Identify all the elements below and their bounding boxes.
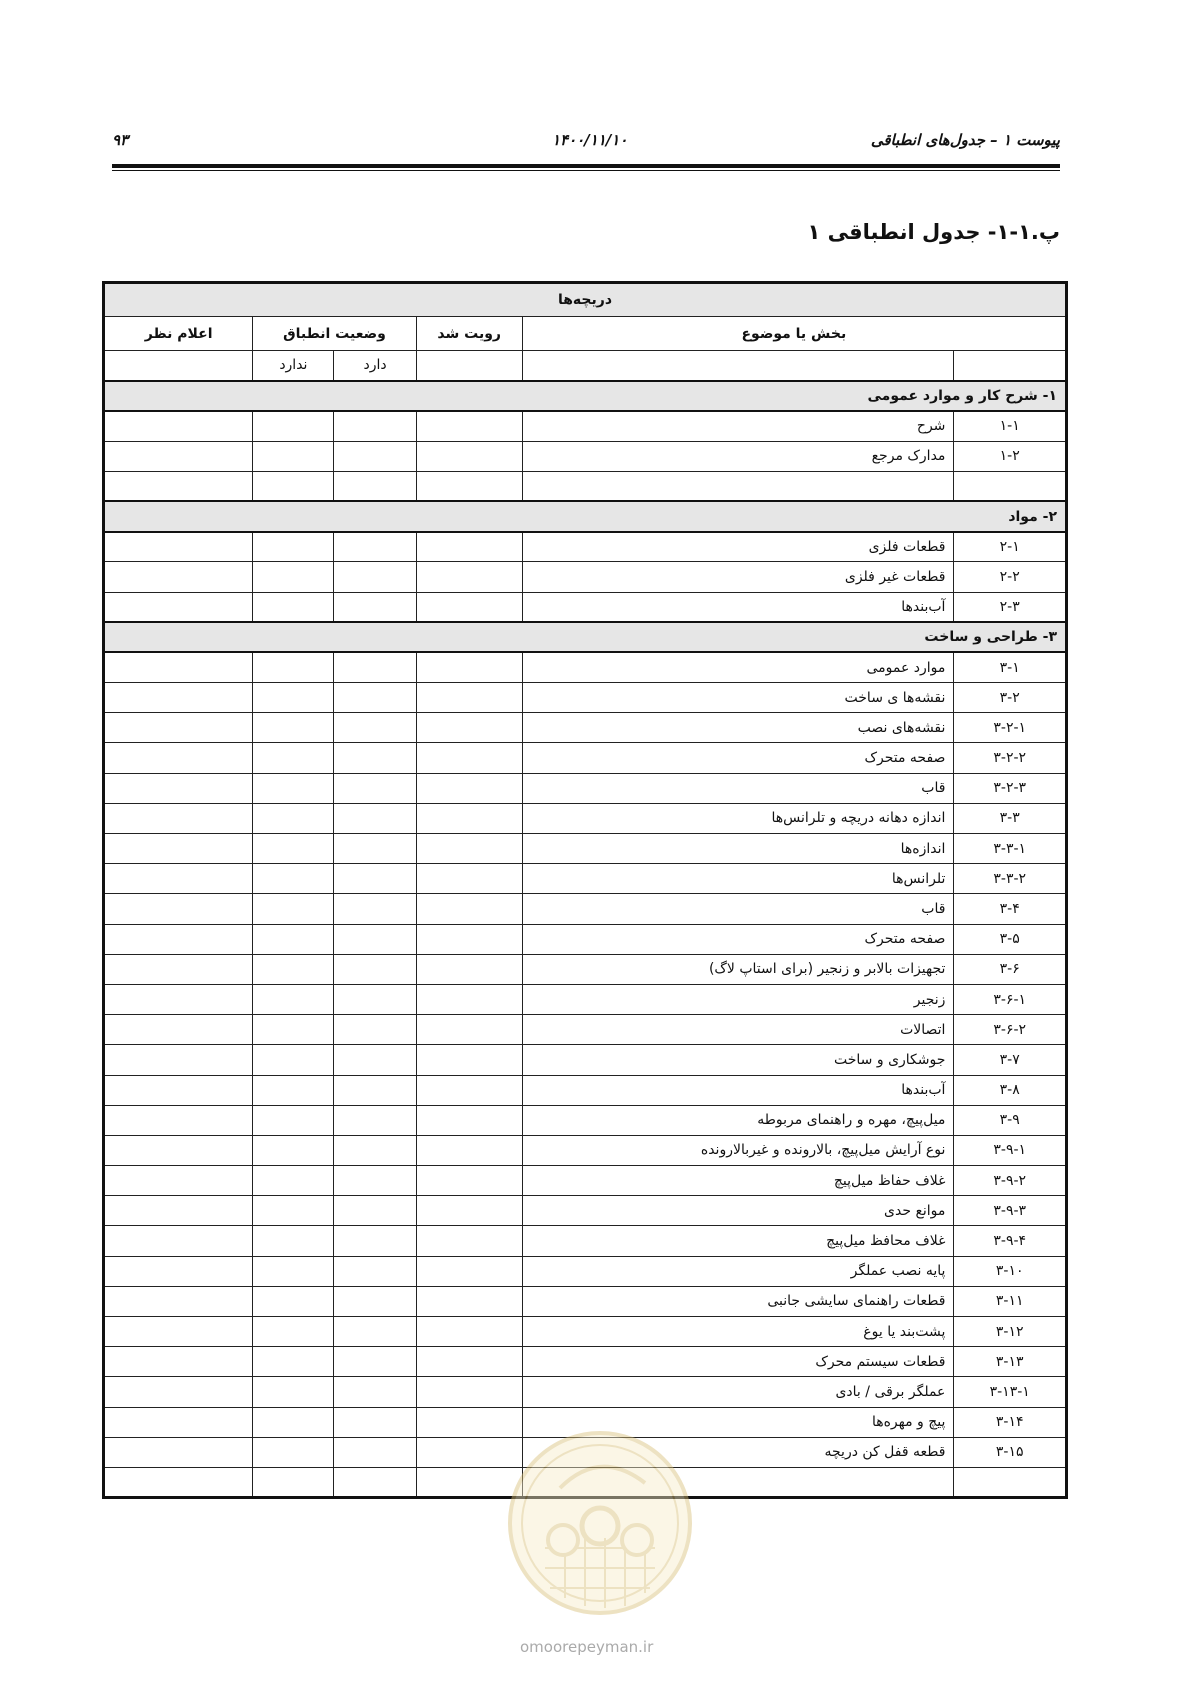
has-cell (334, 1256, 416, 1286)
has-cell (334, 1075, 416, 1105)
has-cell (334, 683, 416, 713)
item-number-cell: ۳-۲-۳ (954, 773, 1067, 803)
topic-cell: پایه نصب عملگر (522, 1256, 954, 1286)
table-column-headers (104, 317, 1067, 351)
has-cell (334, 803, 416, 833)
has-not-cell (253, 1226, 334, 1256)
topic-cell: قاب (522, 773, 954, 803)
item-number-cell: ۳-۱۰ (954, 1256, 1067, 1286)
has-not-cell (253, 1166, 334, 1196)
table-row (104, 683, 1067, 713)
topic-cell (522, 471, 954, 501)
topic-cell: قطعات سیستم محرک (522, 1347, 954, 1377)
topic-cell: عملگر برقی / بادی (522, 1377, 954, 1407)
compliance-table (102, 281, 1068, 1499)
seen-cell (416, 954, 522, 984)
item-number-cell: ۳-۲ (954, 683, 1067, 713)
has-cell (334, 743, 416, 773)
comment-cell (104, 652, 253, 682)
seen-cell (416, 803, 522, 833)
table-group-row (104, 501, 1067, 531)
seen-cell (416, 683, 522, 713)
item-number-cell: ۳-۲-۲ (954, 743, 1067, 773)
item-number-cell: ۳-۶ (954, 954, 1067, 984)
seen-cell (416, 1015, 522, 1045)
seen-cell (416, 1045, 522, 1075)
comment-cell (104, 411, 253, 441)
comment-cell (104, 743, 253, 773)
table-row (104, 894, 1067, 924)
comment-cell (104, 1166, 253, 1196)
comment-cell (104, 924, 253, 954)
has-not-cell (253, 652, 334, 682)
comment-cell (104, 1407, 253, 1437)
table-row (104, 954, 1067, 984)
has-cell (334, 1135, 416, 1165)
topic-cell: آب‌بندها (522, 1075, 954, 1105)
seen-cell (416, 471, 522, 501)
table-subheader-row (104, 351, 1067, 381)
table-row (104, 1045, 1067, 1075)
topic-cell: پیچ و مهره‌ها (522, 1407, 954, 1437)
seen-cell (416, 1286, 522, 1316)
table-row (104, 773, 1067, 803)
has-cell (334, 1347, 416, 1377)
comment-cell (104, 1377, 253, 1407)
header-rule-thin (112, 170, 1060, 171)
comment-cell (104, 1045, 253, 1075)
item-number-cell: ۳-۹-۳ (954, 1196, 1067, 1226)
item-number-cell (954, 1467, 1067, 1497)
item-number-cell: ۳-۵ (954, 924, 1067, 954)
has-cell (334, 652, 416, 682)
topic-cell: اندازه‌ها (522, 834, 954, 864)
seen-cell (416, 1226, 522, 1256)
group-title: ۱- شرح کار و موارد عمومی (104, 381, 1067, 411)
item-number-cell: ۳-۴ (954, 894, 1067, 924)
comment-cell (104, 471, 253, 501)
topic-cell: موانع حدی (522, 1196, 954, 1226)
subheader-has-not: ندارد (253, 351, 334, 381)
item-number-cell: ۳-۸ (954, 1075, 1067, 1105)
has-not-cell (253, 834, 334, 864)
page-number: ۹۳ (112, 131, 129, 149)
topic-cell: قطعات راهنمای سایشی جانبی (522, 1286, 954, 1316)
seen-cell (416, 441, 522, 471)
item-number-cell: ۱-۲ (954, 441, 1067, 471)
comment-cell (104, 1286, 253, 1316)
has-cell (334, 1317, 416, 1347)
item-number-cell: ۳-۱۳-۱ (954, 1377, 1067, 1407)
group-title: ۳- طراحی و ساخت (104, 622, 1067, 652)
seen-cell (416, 1196, 522, 1226)
header-rule-thick (112, 164, 1060, 168)
has-not-cell (253, 713, 334, 743)
has-not-cell (253, 562, 334, 592)
has-cell (334, 471, 416, 501)
seen-cell (416, 592, 522, 622)
comment-cell (104, 1015, 253, 1045)
table-row (104, 924, 1067, 954)
table-row (104, 864, 1067, 894)
seen-cell (416, 834, 522, 864)
has-not-cell (253, 1437, 334, 1467)
table-row (104, 592, 1067, 622)
topic-cell: غلاف حفاظ میل‌پیچ (522, 1166, 954, 1196)
has-cell (334, 1286, 416, 1316)
topic-cell: تلرانس‌ها (522, 864, 954, 894)
has-not-cell (253, 1286, 334, 1316)
comment-cell (104, 1135, 253, 1165)
table-row (104, 1015, 1067, 1045)
has-not-cell (253, 1407, 334, 1437)
has-cell (334, 1105, 416, 1135)
topic-cell: قاب (522, 894, 954, 924)
has-cell (334, 592, 416, 622)
has-not-cell (253, 1196, 334, 1226)
seen-cell (416, 894, 522, 924)
has-cell (334, 984, 416, 1014)
item-number-cell: ۳-۹-۴ (954, 1226, 1067, 1256)
table-row (104, 1347, 1067, 1377)
has-not-cell (253, 954, 334, 984)
has-cell (334, 1166, 416, 1196)
topic-cell: قطعات غیر فلزی (522, 562, 954, 592)
comment-cell (104, 683, 253, 713)
comment-cell (104, 894, 253, 924)
has-not-cell (253, 441, 334, 471)
table-group-row (104, 622, 1067, 652)
has-cell (334, 1467, 416, 1497)
comment-cell (104, 532, 253, 562)
comment-cell (104, 1347, 253, 1377)
table-row (104, 834, 1067, 864)
table-top-band (104, 283, 1067, 317)
has-not-cell (253, 894, 334, 924)
topic-cell: میل‌پیچ، مهره و راهنمای مربوطه (522, 1105, 954, 1135)
has-not-cell (253, 773, 334, 803)
seen-cell (416, 713, 522, 743)
item-number-cell: ۳-۱۳ (954, 1347, 1067, 1377)
has-not-cell (253, 411, 334, 441)
comment-cell (104, 441, 253, 471)
item-number-cell: ۳-۶-۲ (954, 1015, 1067, 1045)
comment-cell (104, 954, 253, 984)
item-number-cell: ۳-۱۲ (954, 1317, 1067, 1347)
has-not-cell (253, 1347, 334, 1377)
watermark-url: omoorepeyman.ir (520, 1638, 654, 1656)
topic-cell: قطعه قفل کن دریچه (522, 1437, 954, 1467)
item-number-cell: ۱-۱ (954, 411, 1067, 441)
seen-cell (416, 1075, 522, 1105)
table-row (104, 1105, 1067, 1135)
seen-cell (416, 773, 522, 803)
has-not-cell (253, 864, 334, 894)
has-cell (334, 1226, 416, 1256)
has-cell (334, 1437, 416, 1467)
has-not-cell (253, 471, 334, 501)
column-header-seen: رویت شد (416, 317, 522, 351)
watermark-seal (505, 1428, 695, 1618)
has-cell (334, 532, 416, 562)
item-number-cell: ۳-۱ (954, 652, 1067, 682)
page-header (112, 131, 1060, 155)
topic-cell: مدارک مرجع (522, 441, 954, 471)
item-number-cell: ۳-۳-۱ (954, 834, 1067, 864)
seen-cell (416, 1347, 522, 1377)
has-cell (334, 864, 416, 894)
topic-cell: شرح (522, 411, 954, 441)
has-cell (334, 441, 416, 471)
seen-cell (416, 984, 522, 1014)
comment-cell (104, 1317, 253, 1347)
has-cell (334, 1407, 416, 1437)
topic-cell: قطعات فلزی (522, 532, 954, 562)
seen-cell (416, 1105, 522, 1135)
has-cell (334, 834, 416, 864)
comment-cell (104, 562, 253, 592)
item-number-cell: ۳-۶-۱ (954, 984, 1067, 1014)
table-row (104, 1317, 1067, 1347)
comment-cell (104, 984, 253, 1014)
table-row (104, 803, 1067, 833)
has-not-cell (253, 984, 334, 1014)
table-row (104, 713, 1067, 743)
has-cell (334, 562, 416, 592)
has-not-cell (253, 683, 334, 713)
comment-cell (104, 1196, 253, 1226)
topic-cell: موارد عمومی (522, 652, 954, 682)
table-group-row (104, 381, 1067, 411)
table-band-title: دریچه‌ها (104, 283, 1067, 317)
item-number-cell: ۳-۷ (954, 1045, 1067, 1075)
comment-cell (104, 1105, 253, 1135)
table-row (104, 411, 1067, 441)
item-number-cell: ۳-۳ (954, 803, 1067, 833)
seen-cell (416, 411, 522, 441)
topic-cell: تجهیزات بالابر و زنجیر (برای استاپ لاگ) (522, 954, 954, 984)
topic-cell: پشت‌بند یا یوغ (522, 1317, 954, 1347)
has-not-cell (253, 592, 334, 622)
has-not-cell (253, 803, 334, 833)
header-title: پیوست ۱ – جدول‌های انطباقی (870, 131, 1060, 149)
seen-cell (416, 532, 522, 562)
topic-cell: اتصالات (522, 1015, 954, 1045)
column-header-comment: اعلام نظر (104, 317, 253, 351)
table-row (104, 652, 1067, 682)
has-not-cell (253, 743, 334, 773)
has-cell (334, 1377, 416, 1407)
has-not-cell (253, 1135, 334, 1165)
comment-cell (104, 713, 253, 743)
seen-cell (416, 562, 522, 592)
table-row (104, 984, 1067, 1014)
subheader-has: دارد (334, 351, 416, 381)
seen-cell (416, 1317, 522, 1347)
column-header-compliance: وضعیت انطباق (253, 317, 416, 351)
has-not-cell (253, 1317, 334, 1347)
table-row (104, 532, 1067, 562)
topic-cell: اندازه دهانه دریچه و تلرانس‌ها (522, 803, 954, 833)
item-number-cell: ۳-۹-۱ (954, 1135, 1067, 1165)
has-cell (334, 1045, 416, 1075)
header-date: ۱۴۰۰/۱۱/۱۰ (552, 131, 628, 149)
topic-cell: نقشه‌ها ی ساخت (522, 683, 954, 713)
section-title: پ.۱-۱- جدول انطباقی ۱ (807, 220, 1060, 244)
has-cell (334, 411, 416, 441)
has-not-cell (253, 1256, 334, 1286)
table-row (104, 562, 1067, 592)
has-cell (334, 1196, 416, 1226)
item-number-cell: ۲-۱ (954, 532, 1067, 562)
has-not-cell (253, 1467, 334, 1497)
topic-cell: غلاف محافظ میل‌پیچ (522, 1226, 954, 1256)
comment-cell (104, 803, 253, 833)
comment-cell (104, 1075, 253, 1105)
column-header-topic: بخش یا موضوع (522, 317, 1066, 351)
item-number-cell (954, 471, 1067, 501)
table-row (104, 471, 1067, 501)
item-number-cell: ۲-۳ (954, 592, 1067, 622)
topic-cell: صفحه متحرک (522, 743, 954, 773)
topic-cell: زنجیر (522, 984, 954, 1014)
has-cell (334, 894, 416, 924)
has-cell (334, 773, 416, 803)
seen-cell (416, 1256, 522, 1286)
seen-cell (416, 864, 522, 894)
topic-cell: جوشکاری و ساخت (522, 1045, 954, 1075)
comment-cell (104, 864, 253, 894)
table-row (104, 1256, 1067, 1286)
seen-cell (416, 1135, 522, 1165)
table-row (104, 1377, 1067, 1407)
comment-cell (104, 834, 253, 864)
table-row (104, 1075, 1067, 1105)
table-row (104, 743, 1067, 773)
item-number-cell: ۳-۹ (954, 1105, 1067, 1135)
seen-cell (416, 924, 522, 954)
comment-cell (104, 773, 253, 803)
item-number-cell: ۳-۱۱ (954, 1286, 1067, 1316)
has-not-cell (253, 924, 334, 954)
table-row (104, 1226, 1067, 1256)
has-cell (334, 713, 416, 743)
seen-cell (416, 1377, 522, 1407)
has-not-cell (253, 532, 334, 562)
group-title: ۲- مواد (104, 501, 1067, 531)
has-not-cell (253, 1015, 334, 1045)
topic-cell: نوع آرایش میل‌پیچ، بالارونده و غیربالارونده (522, 1135, 954, 1165)
comment-cell (104, 1256, 253, 1286)
item-number-cell: ۳-۳-۲ (954, 864, 1067, 894)
topic-cell: آب‌بندها (522, 592, 954, 622)
item-number-cell: ۳-۱۵ (954, 1437, 1067, 1467)
has-not-cell (253, 1045, 334, 1075)
item-number-cell: ۳-۲-۱ (954, 713, 1067, 743)
table-row (104, 1196, 1067, 1226)
has-not-cell (253, 1105, 334, 1135)
seen-cell (416, 652, 522, 682)
has-not-cell (253, 1075, 334, 1105)
table-row (104, 441, 1067, 471)
seen-cell (416, 743, 522, 773)
comment-cell (104, 1226, 253, 1256)
comment-cell (104, 592, 253, 622)
item-number-cell: ۲-۲ (954, 562, 1067, 592)
item-number-cell: ۳-۱۴ (954, 1407, 1067, 1437)
has-cell (334, 954, 416, 984)
comment-cell (104, 1437, 253, 1467)
topic-cell: نقشه‌های نصب (522, 713, 954, 743)
topic-cell: صفحه متحرک (522, 924, 954, 954)
seen-cell (416, 1166, 522, 1196)
table-row (104, 1286, 1067, 1316)
item-number-cell: ۳-۹-۲ (954, 1166, 1067, 1196)
table-row (104, 1166, 1067, 1196)
table-row (104, 1135, 1067, 1165)
has-not-cell (253, 1377, 334, 1407)
has-cell (334, 924, 416, 954)
has-cell (334, 1015, 416, 1045)
comment-cell (104, 1467, 253, 1497)
